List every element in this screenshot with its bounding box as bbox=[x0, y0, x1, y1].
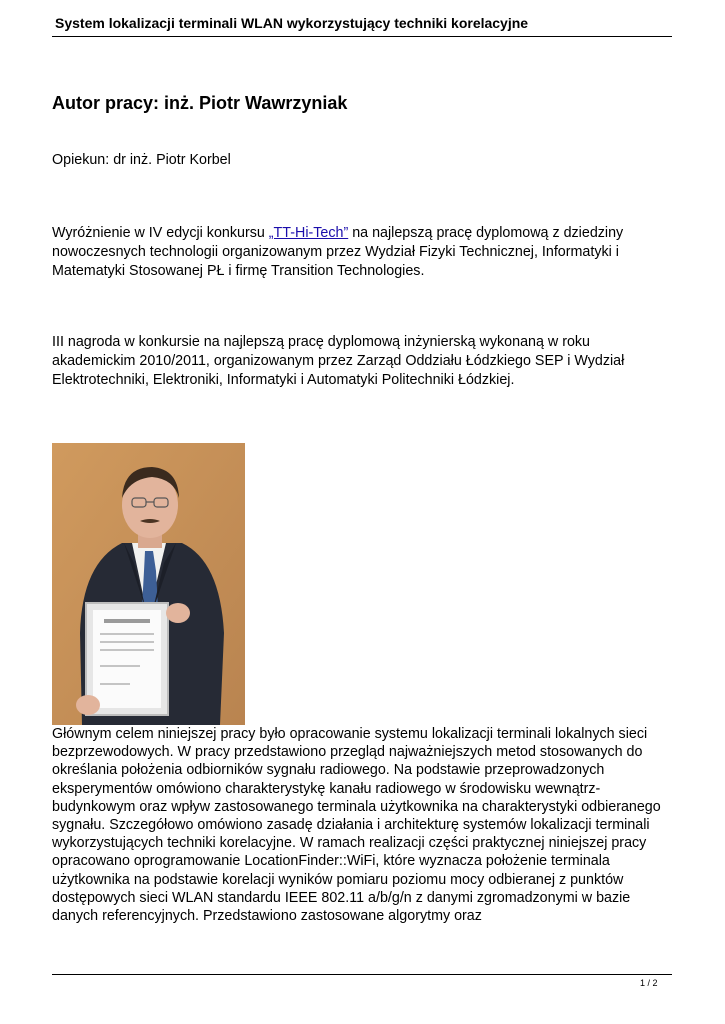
author-photo bbox=[52, 443, 245, 725]
portrait-photo-icon bbox=[52, 443, 245, 725]
header-divider bbox=[52, 36, 672, 37]
author-heading: Autor pracy: inż. Piotr Wawrzyniak bbox=[52, 93, 348, 113]
page-header-title: System lokalizacji terminali WLAN wykorzystujący techniki korelacyjne bbox=[55, 15, 529, 31]
body-paragraph: Głównym celem niniejszej pracy było opracowanie systemu lokalizacji terminali lokalnych sieci bezprzewodowych. W pracy przedstawiono przegląd najważniejszych metod stosowanych do określania położenia odbiorników sygnału radiowego. Na podstawie przeprowadzonych eksperymentów omówiono charakterystykę kanału radiowego w środowisku wewnątrz-budynkowym oraz wpływ zastosowanego terminala użytkownika na charakterystyki odbieranego sygnału. Szczegółowo omówiono zasadę działania i architekturę systemów lokalizacji terminali wykorzystujących techniki korelacyjne. W ramach realizacji części praktycznej niniejszej pracy opracowano oprogramowanie LocationFinder::WiFi, które wyznacza położenie terminala użytkownika na podstawie korelacji wyników pomiaru poziomu mocy odbieranej z punktów dostępowych sieci WLAN standardu IEEE 802.11 a/b/g/n z danymi zgromadzonymi w bazie danych referencyjnych. Przedstawiono zastosowane algorytmy oraz bbox=[52, 726, 661, 925]
award-paragraph-1 bbox=[52, 224, 677, 281]
award-1-text-before: Wyróżnienie w IV edycji konkursu bbox=[52, 225, 269, 241]
award-1-text-after: na najlepszą pracę dyplomową z dziedziny nowoczesnych technologii organizowanym przez Wydział Fizyki Technicznej, Informatyki i Matematyki Stosowanej PŁ i firmę Transition Technologies. bbox=[52, 225, 624, 279]
page-number: 1 / 2 bbox=[640, 978, 658, 988]
footer-divider bbox=[52, 974, 672, 975]
supervisor-line: Opiekun: dr inż. Piotr Korbel bbox=[52, 152, 231, 168]
tt-hi-tech-link[interactable]: „TT-Hi-Tech” bbox=[268, 225, 349, 241]
award-paragraph-2: III nagroda w konkursie na najlepszą pracę dyplomową inżynierską wykonaną w roku akademickim 2010/2011, organizowanym przez Zarząd Oddziału Łódzkiego SEP i Wydział Elektrotechniki, Elektroniki, Informatyki i Automatyki Politechniki Łódzkiej. bbox=[52, 334, 625, 388]
